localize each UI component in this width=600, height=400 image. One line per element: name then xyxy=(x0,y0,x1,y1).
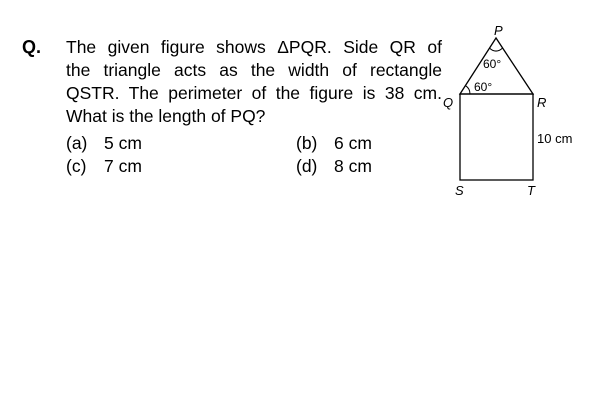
side-label-rt: 10 cm xyxy=(537,131,573,146)
vertex-label-p: P xyxy=(494,23,503,38)
angle-arc-p xyxy=(490,48,503,51)
option-d-value: 8 cm xyxy=(334,156,372,176)
vertex-label-q: Q xyxy=(443,95,454,110)
question-line-4: What is the length of PQ? xyxy=(66,106,266,126)
angle-arc-q xyxy=(465,86,470,94)
option-a-label: (a) xyxy=(66,133,88,153)
question-line-1: The given figure shows ΔPQR. Side QR of xyxy=(66,37,442,57)
question-line-2: the triangle acts as the width of rectangle xyxy=(66,60,442,80)
vertex-label-s: S xyxy=(455,183,464,198)
question-number: Q. xyxy=(22,37,42,57)
vertex-label-r: R xyxy=(537,95,547,110)
question-line-3: QSTR. The perimeter of the figure is 38 cm. xyxy=(66,83,442,103)
option-b-value: 6 cm xyxy=(334,133,372,153)
rectangle-qstr xyxy=(460,94,533,180)
vertex-label-t: T xyxy=(527,183,535,198)
angle-label-p: 60° xyxy=(483,57,502,71)
option-c-label: (c) xyxy=(66,156,87,176)
angle-label-q: 60° xyxy=(474,80,493,94)
option-a-value: 5 cm xyxy=(104,133,142,153)
option-b-label: (b) xyxy=(296,133,318,153)
option-c-value: 7 cm xyxy=(104,156,142,176)
option-d-label: (d) xyxy=(296,156,318,176)
